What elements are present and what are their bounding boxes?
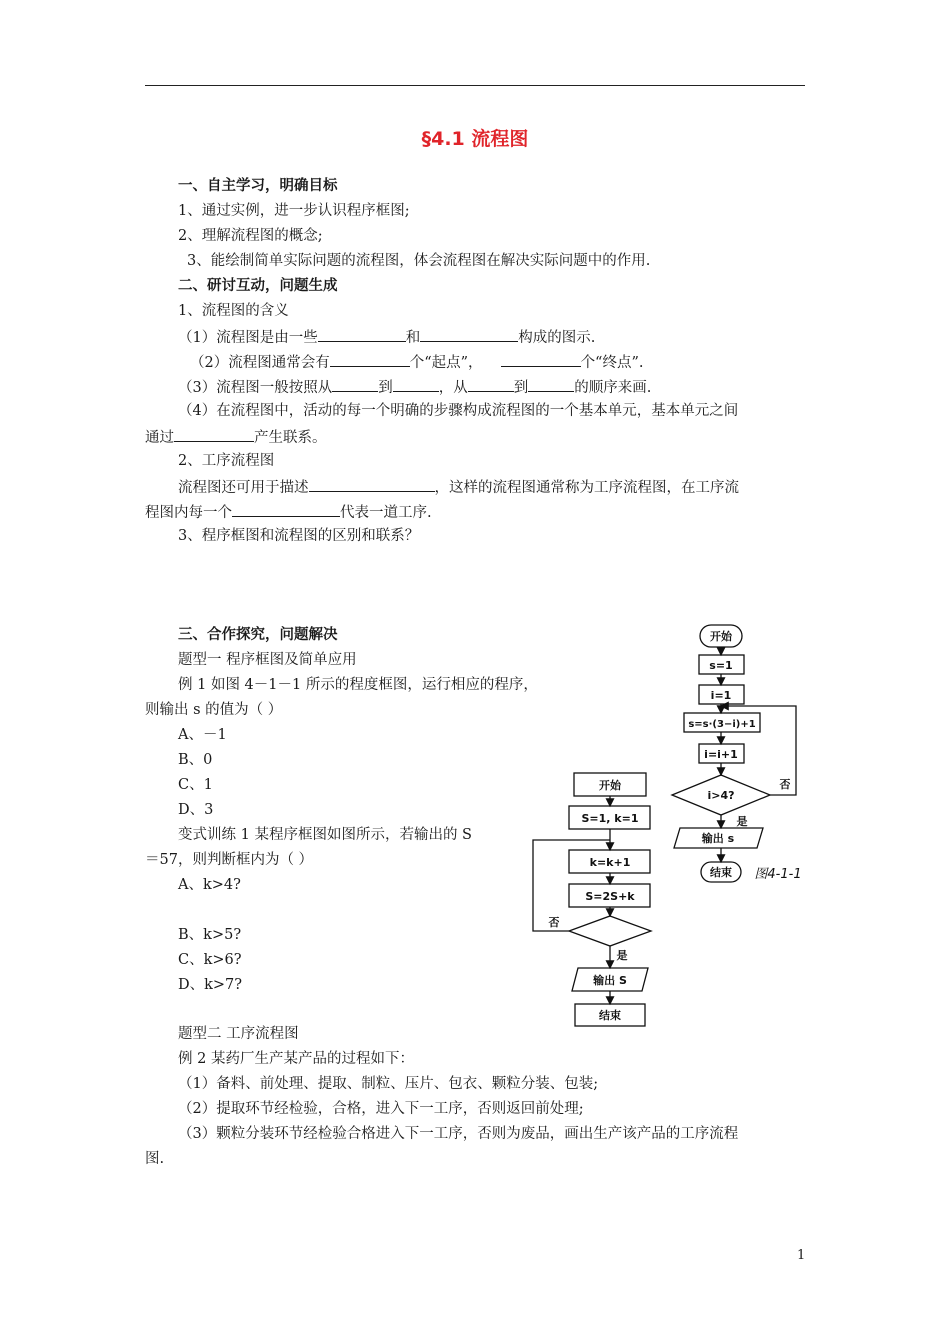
section2-sub2: 2、工序流程图 (178, 453, 275, 469)
fc1-end-label: 结束 (710, 866, 732, 879)
q5-blank-1 (309, 476, 435, 492)
q3-text-a: （3）流程图一般按照从 (178, 380, 333, 396)
fc1-increment-label: i=i+1 (704, 748, 738, 761)
fc2-output-label: 输出 S (593, 974, 627, 987)
section2-heading: 二、研讨互动，问题生成 (178, 278, 338, 294)
q3-blank-4 (528, 376, 574, 392)
q3-blank-2 (393, 376, 439, 392)
q2-text-c: 个“终点”. (580, 355, 644, 371)
q5-text-c: 程图内每一个 (145, 505, 232, 521)
fc2-yes-label: 是 (616, 949, 628, 962)
example2-intro: 例 2 某药厂生产某产品的过程如下： (178, 1051, 414, 1067)
section1-item-1: 1、通过实例，进一步认识程序框图; (178, 203, 410, 219)
fc2-no-label: 否 (548, 916, 560, 929)
question-2 (190, 351, 644, 373)
flowchart-variant-training (528, 768, 658, 1033)
ex1-option-d: D、3 (178, 802, 214, 818)
ex1-option-b: B、0 (178, 752, 213, 768)
fc2-increment-label: k=k+1 (589, 856, 631, 869)
section1-item-2: 2、理解流程图的概念; (178, 228, 323, 244)
q2-blank-1 (330, 351, 410, 367)
fc1-output-label: 输出 s (701, 832, 735, 845)
ex1-option-a: A、－1 (178, 727, 227, 743)
q5-blank-2 (232, 501, 340, 517)
question-4-line2 (145, 426, 327, 448)
fc1-update-label: s=s·(3−i)+1 (688, 719, 756, 730)
fc1-condition-label: i>4? (707, 789, 735, 802)
variant1-line2: ＝57，则判断框内为（ ） (145, 852, 314, 868)
variant1-line1: 变式训练 1 某程序框图如图所示，若输出的 S (178, 827, 472, 843)
q1-text-b: 和 (405, 330, 421, 346)
fc2-end-label: 结束 (599, 1009, 621, 1022)
q2-text-a: （2）流程图通常会有 (190, 355, 330, 371)
page-title: §4.1 流程图 (421, 128, 529, 150)
q3-text-b: 到 (378, 380, 393, 396)
example2-step-3-cont: 图. (145, 1151, 165, 1167)
q2-blank-2 (501, 351, 581, 367)
section1-heading: 一、自主学习，明确目标 (178, 178, 338, 194)
var1-option-c: C、k>6? (178, 952, 242, 968)
var1-option-b: B、k>5? (178, 927, 242, 943)
fc1-yes-label: 是 (736, 815, 748, 828)
fc1-i-init-label: i=1 (710, 689, 732, 702)
q1-text-a: （1）流程图是由一些 (178, 330, 318, 346)
fc1-start-label: 开始 (710, 630, 732, 643)
fc1-figure-label: 图4-1-1 (754, 867, 802, 882)
header-rule (145, 85, 805, 86)
fc1-s-init-label: s=1 (709, 659, 733, 672)
example1-line1: 例 1 如图 4－1－1 所示的程度框图，运行相应的程序， (178, 677, 538, 693)
section1-item-3: 3、能绘制简单实际问题的流程图，体会流程图在解决实际问题中的作用. (187, 253, 651, 269)
var1-option-a: A、k>4? (178, 877, 241, 893)
type1-heading: 题型一 程序框图及简单应用 (178, 652, 357, 668)
example2-step-1: （1）备料、前处理、提取、制粒、压片、包衣、颗粒分装、包装; (178, 1076, 599, 1092)
section2-sub1: 1、流程图的含义 (178, 303, 289, 319)
fc2-condition-diamond (569, 916, 651, 946)
fc2-update-label: S=2S+k (585, 890, 635, 903)
section3-heading: 三、合作探究，问题解决 (178, 627, 338, 643)
question-4-line1: （4）在流程图中，活动的每一个明确的步骤构成流程图的一个基本单元，基本单元之间 (178, 403, 739, 419)
question-3 (178, 376, 651, 398)
type2-heading: 题型二 工序流程图 (178, 1026, 299, 1042)
example1-line2: 则输出 s 的值为（ ） (145, 702, 283, 718)
q4-text-c: 产生联系。 (254, 430, 327, 446)
q2-text-b: 个“起点”， (409, 355, 483, 371)
q1-blank-2 (420, 326, 518, 342)
q3-text-e: 的顺序来画. (574, 380, 652, 396)
q5-text-a: 流程图还可用于描述 (178, 480, 309, 496)
q1-blank-1 (318, 326, 406, 342)
q3-text-d: 到 (513, 380, 529, 396)
q5-text-d: 代表一道工序. (340, 505, 432, 521)
example2-step-2: （2）提取环节经检验，合格，进入下一工序，否则返回前处理; (178, 1101, 584, 1117)
question-5-line2 (145, 501, 432, 523)
q4-blank (174, 426, 254, 442)
ex1-option-c: C、1 (178, 777, 213, 793)
fc2-start-label: 开始 (599, 779, 621, 792)
q4-text-b: 通过 (145, 430, 174, 446)
fc2-init-label: S=1, k=1 (581, 812, 639, 825)
section2-sub3: 3、程序框图和流程图的区别和联系？ (178, 528, 420, 544)
q3-blank-1 (332, 376, 378, 392)
q3-blank-3 (468, 376, 514, 392)
question-5-line1 (178, 476, 739, 498)
example2-step-3: （3）颗粒分装环节经检验合格进入下一工序，否则为废品，画出生产该产品的工序流程 (178, 1126, 739, 1142)
page-number: 1 (797, 1248, 806, 1263)
q3-text-c: ，从 (438, 380, 468, 396)
flowchart-figure-4-1-1 (660, 620, 820, 890)
q5-text-b: ，这样的流程图通常称为工序流程图，在工序流 (434, 480, 739, 496)
var1-option-d: D、k>7? (178, 977, 243, 993)
fc1-no-label: 否 (779, 778, 791, 791)
question-1 (178, 326, 595, 348)
q1-text-c: 构成的图示. (518, 330, 596, 346)
